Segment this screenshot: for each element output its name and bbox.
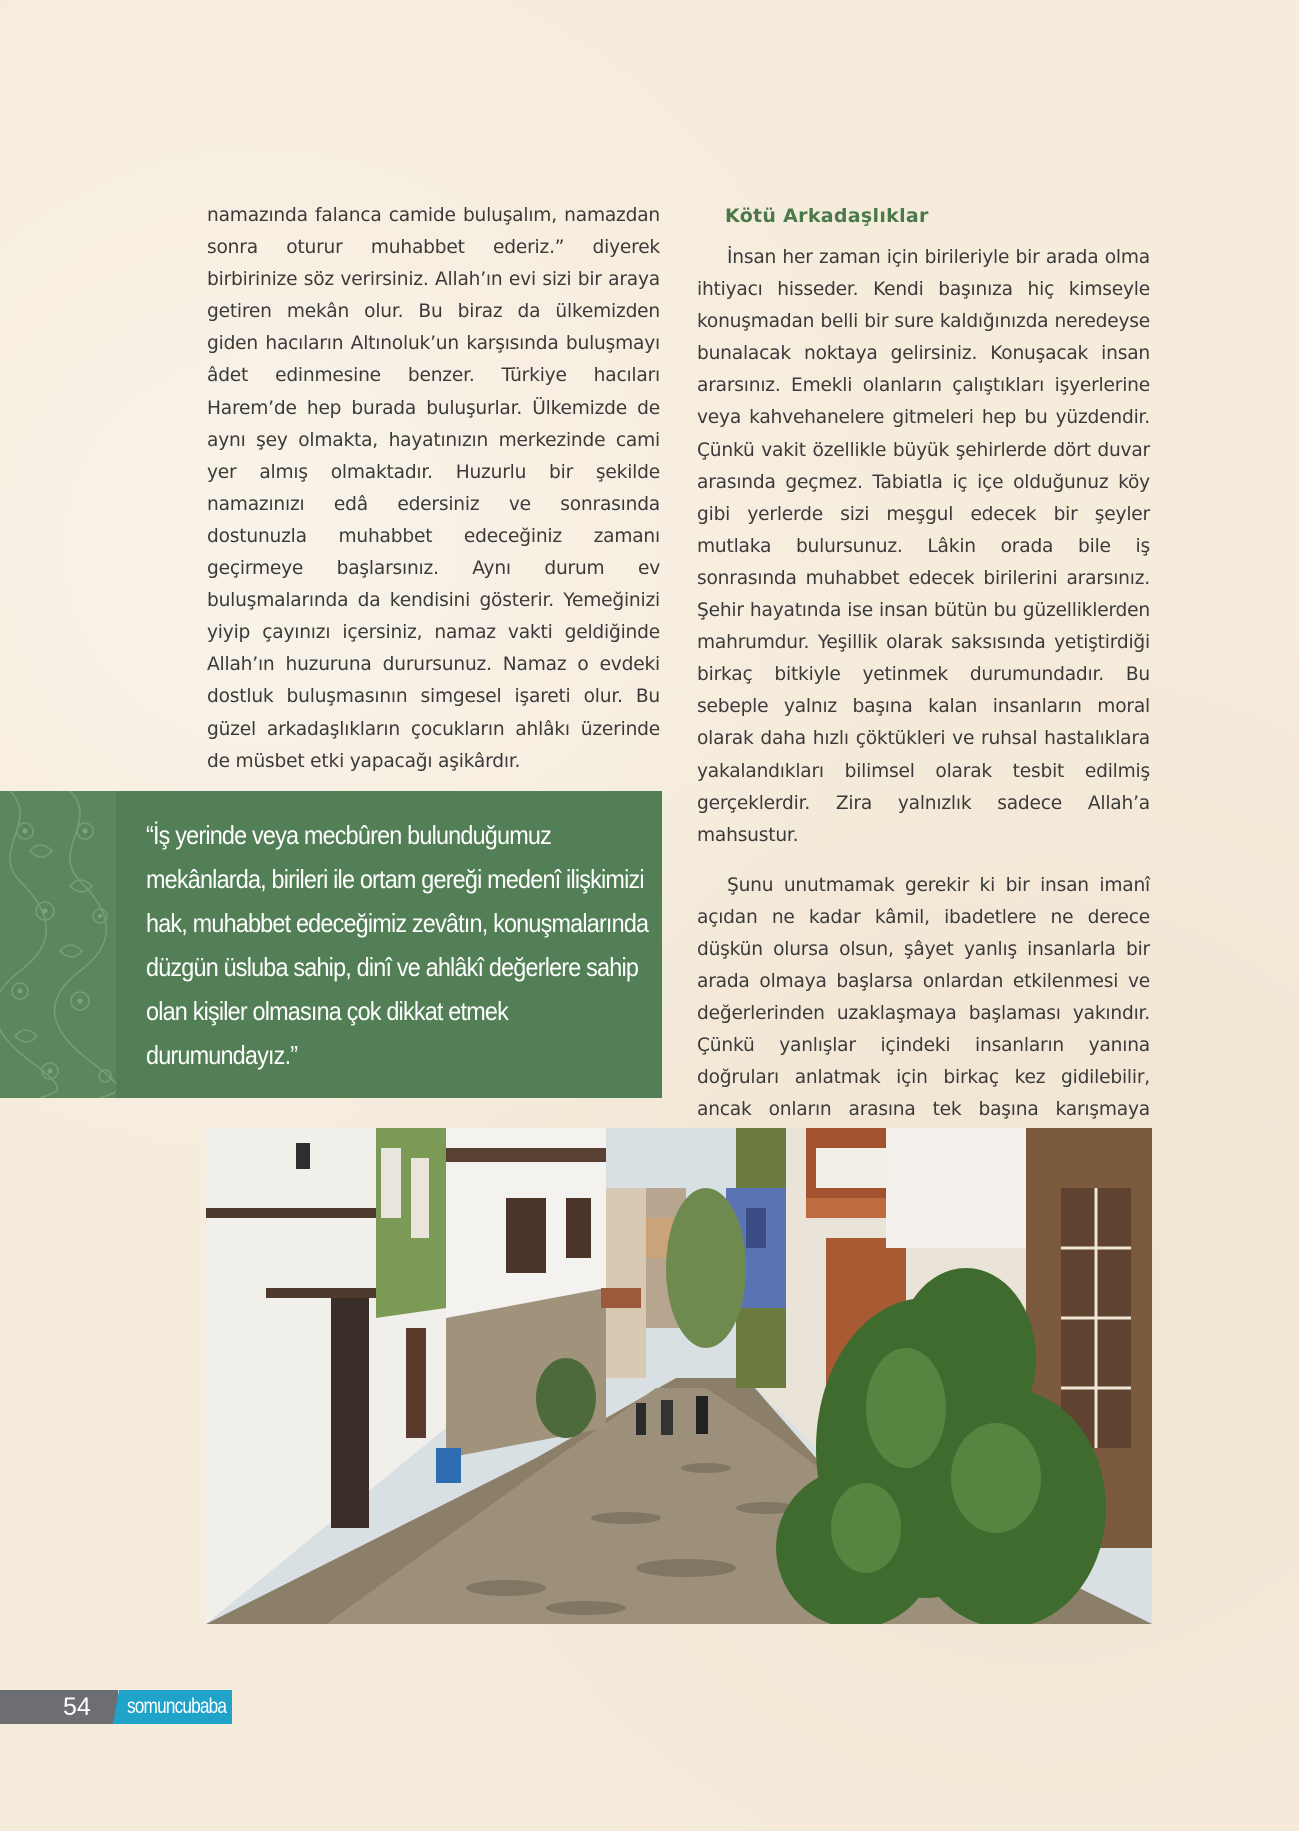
body-paragraph: namazında falanca camide buluşalım, namazdan sonra oturur muhabbet ederiz.” diyerek birbirinize söz verirsiniz. Allah’ın evi sizi bir araya getiren mekân olur. Bu biraz da ülkemizden giden hacıların Altınoluk’un karşısında buluşmayı âdet edinmesine benzer. Türkiye hacıları Harem’de hep burada buluşurlar. Ülkemizde de aynı şey olmakta, hayatınızın merkezinde cami yer almış olmaktadır. Huzurlu bir şekilde namazınızı edâ edersiniz ve sonrasında dostunuzla muhabbet edeceğiniz zamanı geçirmeye başlarsınız. Aynı durum ev buluşmalarında da kendisini gösterir. Yemeğinizi yiyip çayınızı içersiniz, namaz vakti geldiğinde Allah’ın huzuruna durursunuz. Namaz o evdeki dostluk buluşmasının simgesel işareti olur. Bu güzel arkadaşlıkların çocukların ahlâkı üzerinde de müsbet etki yapacağı aşikârdır. xyxy=(207,205,660,772)
body-paragraph: İnsan her zaman için birileriyle bir arada olma ihtiyacı hisseder. Kendi başınıza hiç kimseyle konuşmadan belli bir sure kaldığınızda neredeyse bunalacak noktaya gelirsiniz. Konuşacak insan ararsınız. Emekli olanların çalıştıkları işyerlerine veya kahvehanelere gitmeleri hep bu yüzdendir. Çünkü vakit özellikle büyük şehirlerde dört duvar arasında geçmez. Tabiatla iç içe olduğunuz köy gibi yerlerde sizi meşgul edecek bir şeyler mutlaka bulursunuz. Lâkin orada bile iş sonrasında muhabbet edecek birilerini ararsınız. Şehir hayatında ise insan bütün bu güzelliklerden mahrumdur. Yeşillik olarak saksısında yetiştirdiği birkaç bitkiyle yetinmek durumundadır. Bu sebeple yalnız başına kalan insanların moral olarak daha hızlı çöktükleri ve ruhsal hastalıklara yakalandıkları bilimsel olarak tesbit edilmiş gerçeklerdir. Zira yalnızlık sadece Allah’a mahsustur. xyxy=(697,247,1150,846)
section-heading: Kötü Arkadaşlıklar xyxy=(725,205,929,227)
pull-quote-box xyxy=(0,791,662,1098)
page-number: 54 xyxy=(63,1693,91,1721)
floral-pattern-decoration xyxy=(0,791,116,1098)
body-paragraph: Şunu unutmamak gerekir ki bir insan imanî açıdan ne kadar kâmil, ibadetlere ne derece düşkün olursa olsun, şâyet yanlış insanlarla bir arada olmaya başlarsa onlardan etkilenmesi ve değerlerinden uzaklaşmaya başlaması yakındır. Çünkü yanlışlar içindeki insanların yanına doğruları anlatmak için birkaç kez gidilebilir, ancak onların arasına tek başına karışmaya xyxy=(697,874,1150,1121)
pull-quote-text: “İş yerinde veya mecbûren bulunduğumuz mekânlarda, birileri ile ortam gereği medenî ilişkimizi hak, muhabbet edeceğimiz zevâtın, konuşmalarında düzgün üsluba sahip, dinî ve ahlâkî değerlere sahip olan kişiler olmasına çok dikkat etmek durumundayız.” xyxy=(146,820,649,1070)
page-number-bar xyxy=(0,1690,118,1724)
magazine-brand-name: somuncubaba xyxy=(127,1695,227,1718)
left-text-column xyxy=(207,200,660,778)
street-photo xyxy=(206,1128,1152,1624)
right-text-column xyxy=(697,200,1150,1159)
